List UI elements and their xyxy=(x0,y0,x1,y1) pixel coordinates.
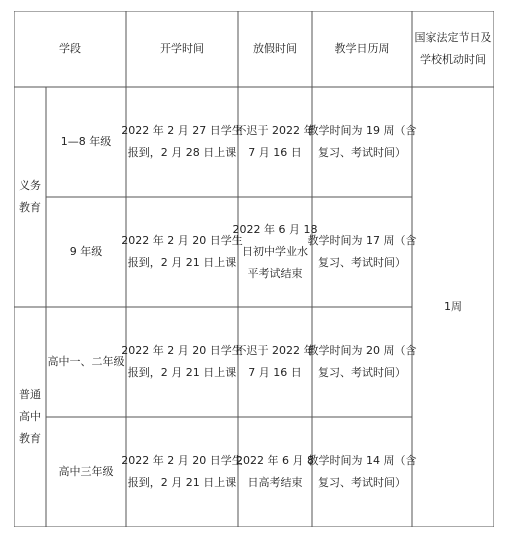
group-label-high-school: 普通 xyxy=(19,388,41,401)
teaching-weeks-cell: 教学时间为 17 周（含 xyxy=(307,234,417,247)
teaching-weeks-cell: 教学时间为 14 周（含 xyxy=(307,454,417,467)
header-festival-time: 学校机动时间 xyxy=(420,53,486,66)
grade-cell: 1—8 年级 xyxy=(60,135,112,148)
group-label-high-school: 高中 xyxy=(19,410,41,423)
holiday-cell: 平考试结束 xyxy=(247,267,303,280)
holiday-cell: 不迟于 2022 年 xyxy=(235,124,315,137)
holiday-cell: 7 月 16 日 xyxy=(248,366,302,379)
holiday-cell: 7 月 16 日 xyxy=(248,146,302,159)
holiday-cell: 日初中学业水 xyxy=(242,245,308,258)
start-date-cell: 报到，2 月 21 日上课 xyxy=(127,476,237,489)
header-festival-time: 国家法定节日及 xyxy=(414,31,492,44)
grade-cell: 高中一、二年级 xyxy=(47,355,125,368)
start-date-cell: 2022 年 2 月 27 日学生 xyxy=(121,124,243,137)
school-calendar-table xyxy=(14,11,494,527)
header-holiday: 放假时间 xyxy=(253,42,297,55)
teaching-weeks-cell: 复习、考试时间） xyxy=(318,146,406,159)
grade-cell: 高中三年级 xyxy=(58,465,114,478)
header-stage: 学段 xyxy=(59,42,81,55)
holiday-cell: 2022 年 6 月 8 xyxy=(236,454,314,467)
teaching-weeks-cell: 复习、考试时间） xyxy=(318,366,406,379)
teaching-weeks-cell: 复习、考试时间） xyxy=(318,476,406,489)
table-svg xyxy=(14,11,494,527)
holiday-cell: 日高考结束 xyxy=(247,476,303,489)
holiday-cell: 2022 年 6 月 18 xyxy=(232,223,318,236)
festival-value-cell: 1周 xyxy=(444,300,462,313)
header-start-date: 开学时间 xyxy=(160,42,204,55)
start-date-cell: 2022 年 2 月 20 日学生 xyxy=(121,344,243,357)
group-label-compulsory: 教育 xyxy=(19,201,41,214)
group-label-high-school: 教育 xyxy=(19,432,41,445)
teaching-weeks-cell: 复习、考试时间） xyxy=(318,256,406,269)
grade-cell: 9 年级 xyxy=(69,245,103,258)
holiday-cell: 不迟于 2022 年 xyxy=(235,344,315,357)
header-teaching-weeks: 教学日历周 xyxy=(334,42,390,55)
start-date-cell: 2022 年 2 月 20 日学生 xyxy=(121,454,243,467)
start-date-cell: 报到，2 月 21 日上课 xyxy=(127,256,237,269)
teaching-weeks-cell: 教学时间为 20 周（含 xyxy=(307,344,417,357)
start-date-cell: 2022 年 2 月 20 日学生 xyxy=(121,234,243,247)
teaching-weeks-cell: 教学时间为 19 周（含 xyxy=(307,124,417,137)
group-label-compulsory: 义务 xyxy=(19,179,41,192)
start-date-cell: 报到，2 月 28 日上课 xyxy=(127,146,237,159)
start-date-cell: 报到，2 月 21 日上课 xyxy=(127,366,237,379)
